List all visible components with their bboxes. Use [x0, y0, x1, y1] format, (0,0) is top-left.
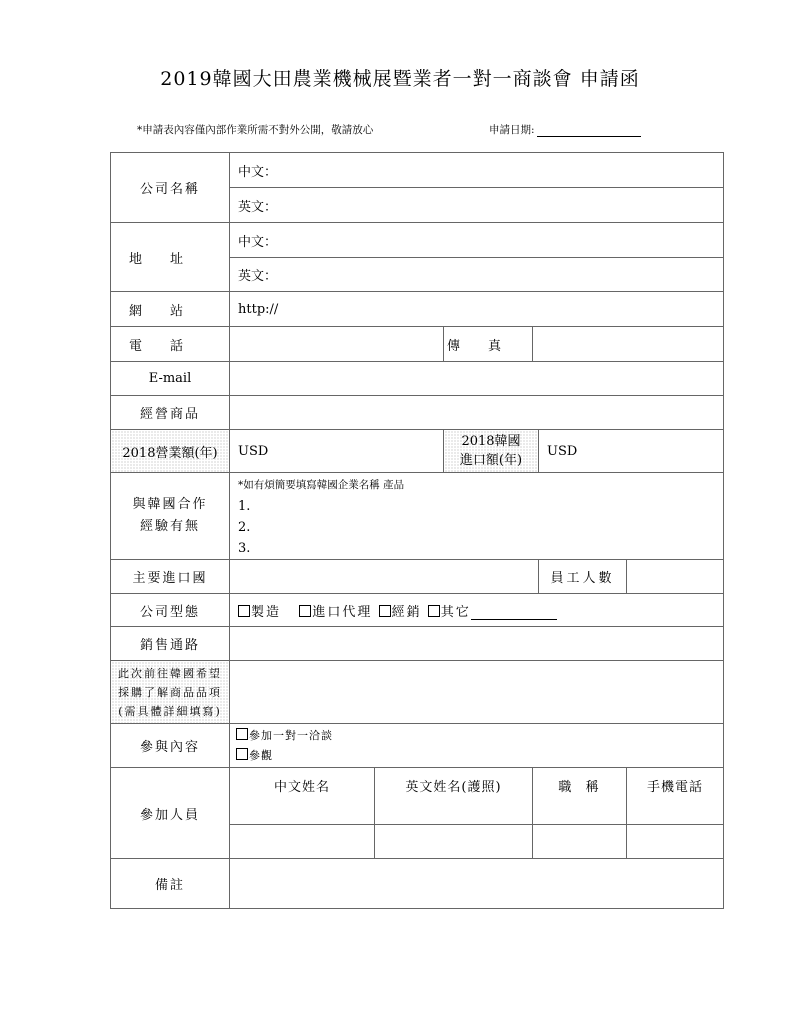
revenue-label: 2018營業額(年)	[111, 430, 230, 473]
korea-experience-item-3: 3.	[238, 541, 251, 556]
korea-experience-field[interactable]	[230, 473, 724, 560]
korea-experience-label	[111, 473, 230, 560]
fax-label: 傳真	[444, 327, 533, 362]
form-title: 2019韓國大田農業機械展暨業者一對一商談會 申請函	[160, 68, 640, 90]
participants-label: 參加人員	[111, 768, 230, 859]
company-type-distributor-checkbox[interactable]: 經銷	[379, 605, 422, 620]
import-amount-label-line2: 進口額(年)	[459, 453, 523, 468]
company-name-label: 公司名稱	[111, 153, 230, 223]
products-label: 經營商品	[111, 396, 230, 430]
company-name-en-field[interactable]	[230, 188, 724, 223]
date-label: 申請日期:	[489, 124, 535, 136]
website-field[interactable]: http://	[230, 292, 724, 327]
employees-field[interactable]	[627, 560, 724, 594]
desired-products-label	[111, 661, 230, 724]
products-field[interactable]	[230, 396, 724, 430]
import-amount-field[interactable]: USD	[539, 430, 724, 473]
participant-en-name-field[interactable]	[375, 825, 533, 859]
company-name-zh-field[interactable]	[230, 153, 724, 188]
participant-header-mobile: 手機電話	[627, 768, 724, 825]
participant-header-zh-name: 中文姓名	[230, 768, 375, 825]
address-zh-field[interactable]	[230, 223, 724, 258]
company-type-other-checkbox[interactable]: 其它	[428, 605, 471, 620]
checkbox-icon	[379, 605, 391, 617]
address-zh-label: 中文：	[238, 234, 278, 250]
import-amount-label	[444, 430, 539, 473]
application-date	[489, 122, 641, 137]
checkbox-icon	[238, 605, 250, 617]
participant-zh-name-field[interactable]	[230, 825, 375, 859]
website-label: 網站	[111, 292, 230, 327]
checkbox-icon	[428, 605, 440, 617]
participation-visit-checkbox[interactable]: 參觀	[236, 746, 723, 766]
participation-meeting-checkbox[interactable]: 參加一對一洽談	[236, 726, 723, 746]
date-field[interactable]	[537, 125, 641, 137]
participation-label: 參與內容	[111, 724, 230, 768]
participant-title-field[interactable]	[533, 825, 627, 859]
sales-channel-field[interactable]	[230, 627, 724, 661]
address-label: 地址	[111, 223, 230, 292]
revenue-field[interactable]: USD	[230, 430, 444, 473]
company-type-label: 公司型態	[111, 594, 230, 627]
participant-header-title: 職 稱	[533, 768, 627, 825]
korea-experience-label-line1: 與韓國合作	[132, 497, 208, 512]
korea-experience-label-line2: 經驗有無	[139, 519, 200, 534]
company-type-other-field[interactable]	[471, 608, 557, 620]
participant-header-en-name: 英文姓名(護照)	[375, 768, 533, 825]
company-type-manufacture-checkbox[interactable]: 製造	[238, 605, 281, 620]
company-type-import-agent-checkbox[interactable]: 進口代理	[299, 605, 372, 620]
email-label: E-mail	[111, 362, 230, 396]
address-en-field[interactable]	[230, 258, 724, 292]
desired-products-label-line3: (需具體詳細填寫)	[118, 704, 222, 718]
phone-field[interactable]	[230, 327, 444, 362]
checkbox-icon	[236, 748, 248, 760]
import-countries-label: 主要進口國	[111, 560, 230, 594]
remarks-label: 備註	[111, 859, 230, 909]
import-amount-label-line1: 2018韓國	[461, 434, 521, 449]
sales-channel-label: 銷售通路	[111, 627, 230, 661]
company-type-options	[230, 594, 724, 627]
application-form-table	[110, 152, 724, 909]
korea-experience-hint: *如有煩簡要填寫韓國企業名稱 產品	[238, 479, 405, 491]
participant-mobile-field[interactable]	[627, 825, 724, 859]
email-field[interactable]	[230, 362, 724, 396]
checkbox-icon	[236, 728, 248, 740]
desired-products-label-line2: 採購了解商品品項	[118, 685, 222, 699]
participation-options	[230, 724, 724, 768]
korea-experience-item-2: 2.	[238, 520, 251, 535]
privacy-notice: *申請表內容僅內部作業所需不對外公開，敬請放心	[137, 124, 374, 136]
desired-products-field[interactable]	[230, 661, 724, 724]
desired-products-label-line1: 此次前往韓國希望	[118, 666, 222, 680]
import-countries-field[interactable]	[230, 560, 539, 594]
address-en-label: 英文：	[238, 269, 278, 284]
remarks-field[interactable]	[230, 859, 724, 909]
company-name-en-label: 英文：	[238, 199, 278, 215]
checkbox-icon	[299, 605, 311, 617]
fax-field[interactable]	[533, 327, 724, 362]
phone-label: 電話	[111, 327, 230, 362]
korea-experience-item-1: 1.	[238, 499, 251, 514]
company-name-zh-label: 中文：	[238, 164, 278, 180]
employees-label: 員工人數	[539, 560, 627, 594]
